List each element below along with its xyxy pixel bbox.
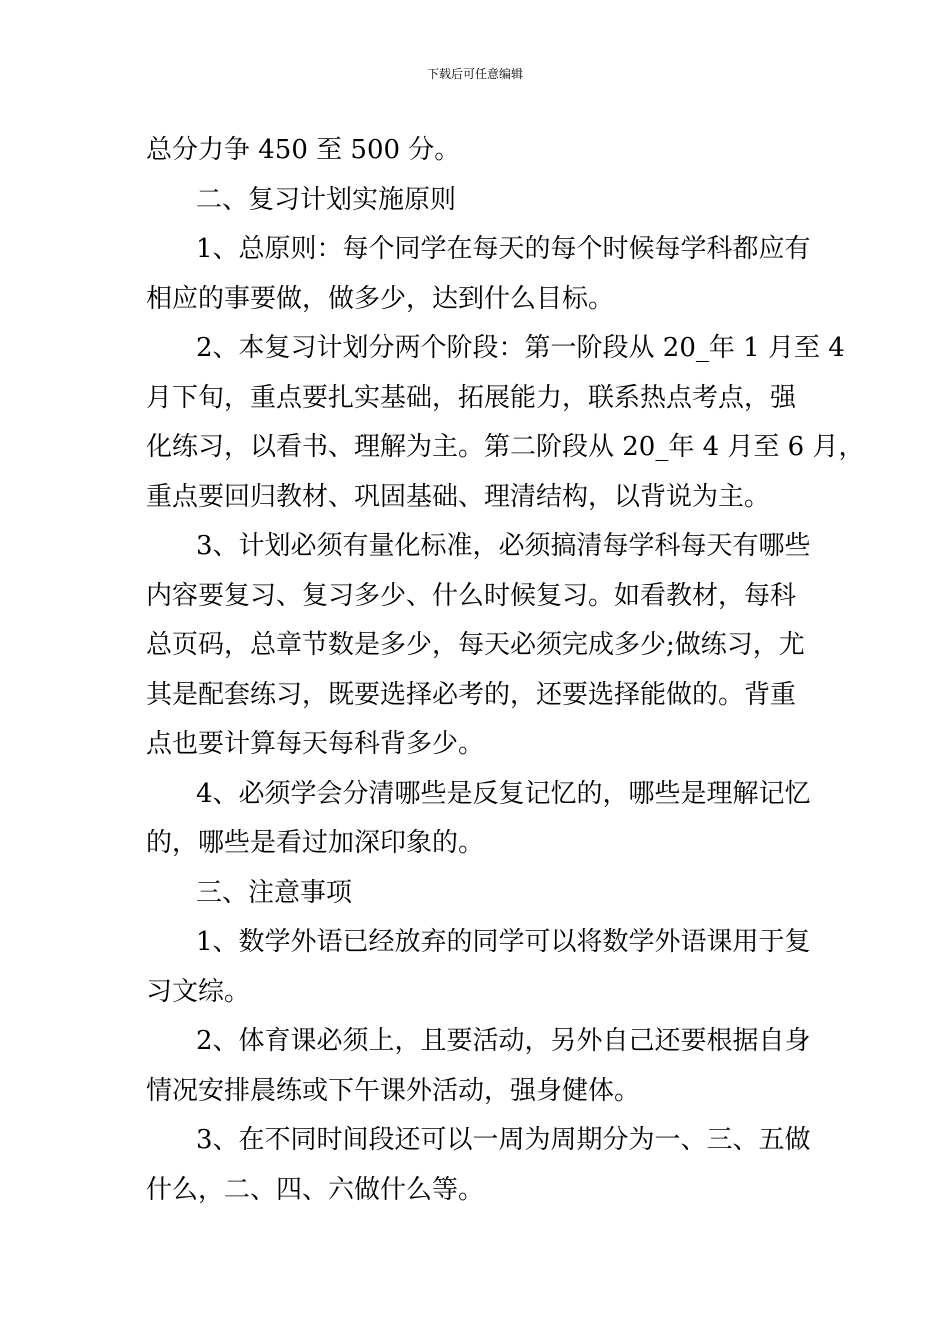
text-line: 3、在不同时间段还可以一周为周期分为一、三、五做 [196,1125,811,1155]
text-line: 1、总原则：每个同学在每天的每个时候每学科都应有 [196,234,811,264]
text-line: 月下旬，重点要扎实基础，拓展能力，联系热点考点，强 [146,382,797,413]
text-line: 2、体育课必须上，且要活动，另外自己还要根据自身 [196,1026,811,1056]
text-line: 的，哪些是看过加深印象的。 [146,828,485,858]
text-line: 总页码，总章节数是多少，每天必须完成多少;做练习，尤 [146,630,805,660]
text-line: 内容要复习、复习多少、什么时候复习。如看教材，每科 [146,580,797,611]
text-line: 相应的事要做，做多少，达到什么目标。 [146,283,615,314]
text-line: 4、必须学会分清哪些是反复记忆的，哪些是理解记忆 [196,778,811,809]
text-line: 1、数学外语已经放弃的同学可以将数学外语课用于复 [196,927,811,957]
page-header-note: 下载后可任意编辑 [426,67,523,81]
section-heading: 二、复习计划实施原则 [196,184,457,215]
text-line: 3、计划必须有量化标准，必须搞清每学科每天有哪些 [196,531,811,561]
section-heading: 三、注意事项 [196,877,353,908]
text-line: 习文综。 [146,976,251,1007]
document-body [146,126,865,1215]
text-line: 化练习，以看书、理解为主。第二阶段从 20_年 4 月至 6 月， [146,432,865,462]
text-line: 总分力争 450 至 500 分。 [146,135,461,165]
text-line: 情况安排晨练或下午课外活动，强身健体。 [146,1075,641,1106]
text-line: 点也要计算每天每科背多少。 [146,729,485,759]
text-line: 2、本复习计划分两个阶段：第一阶段从 20_年 1 月至 4 [196,333,845,363]
text-line: 重点要回归教材、巩固基础、理清结构，以背说为主。 [146,481,771,512]
text-line: 什么，二、四、六做什么等。 [146,1174,485,1205]
text-line: 其是配套练习，既要选择必考的，还要选择能做的。背重 [146,679,797,710]
